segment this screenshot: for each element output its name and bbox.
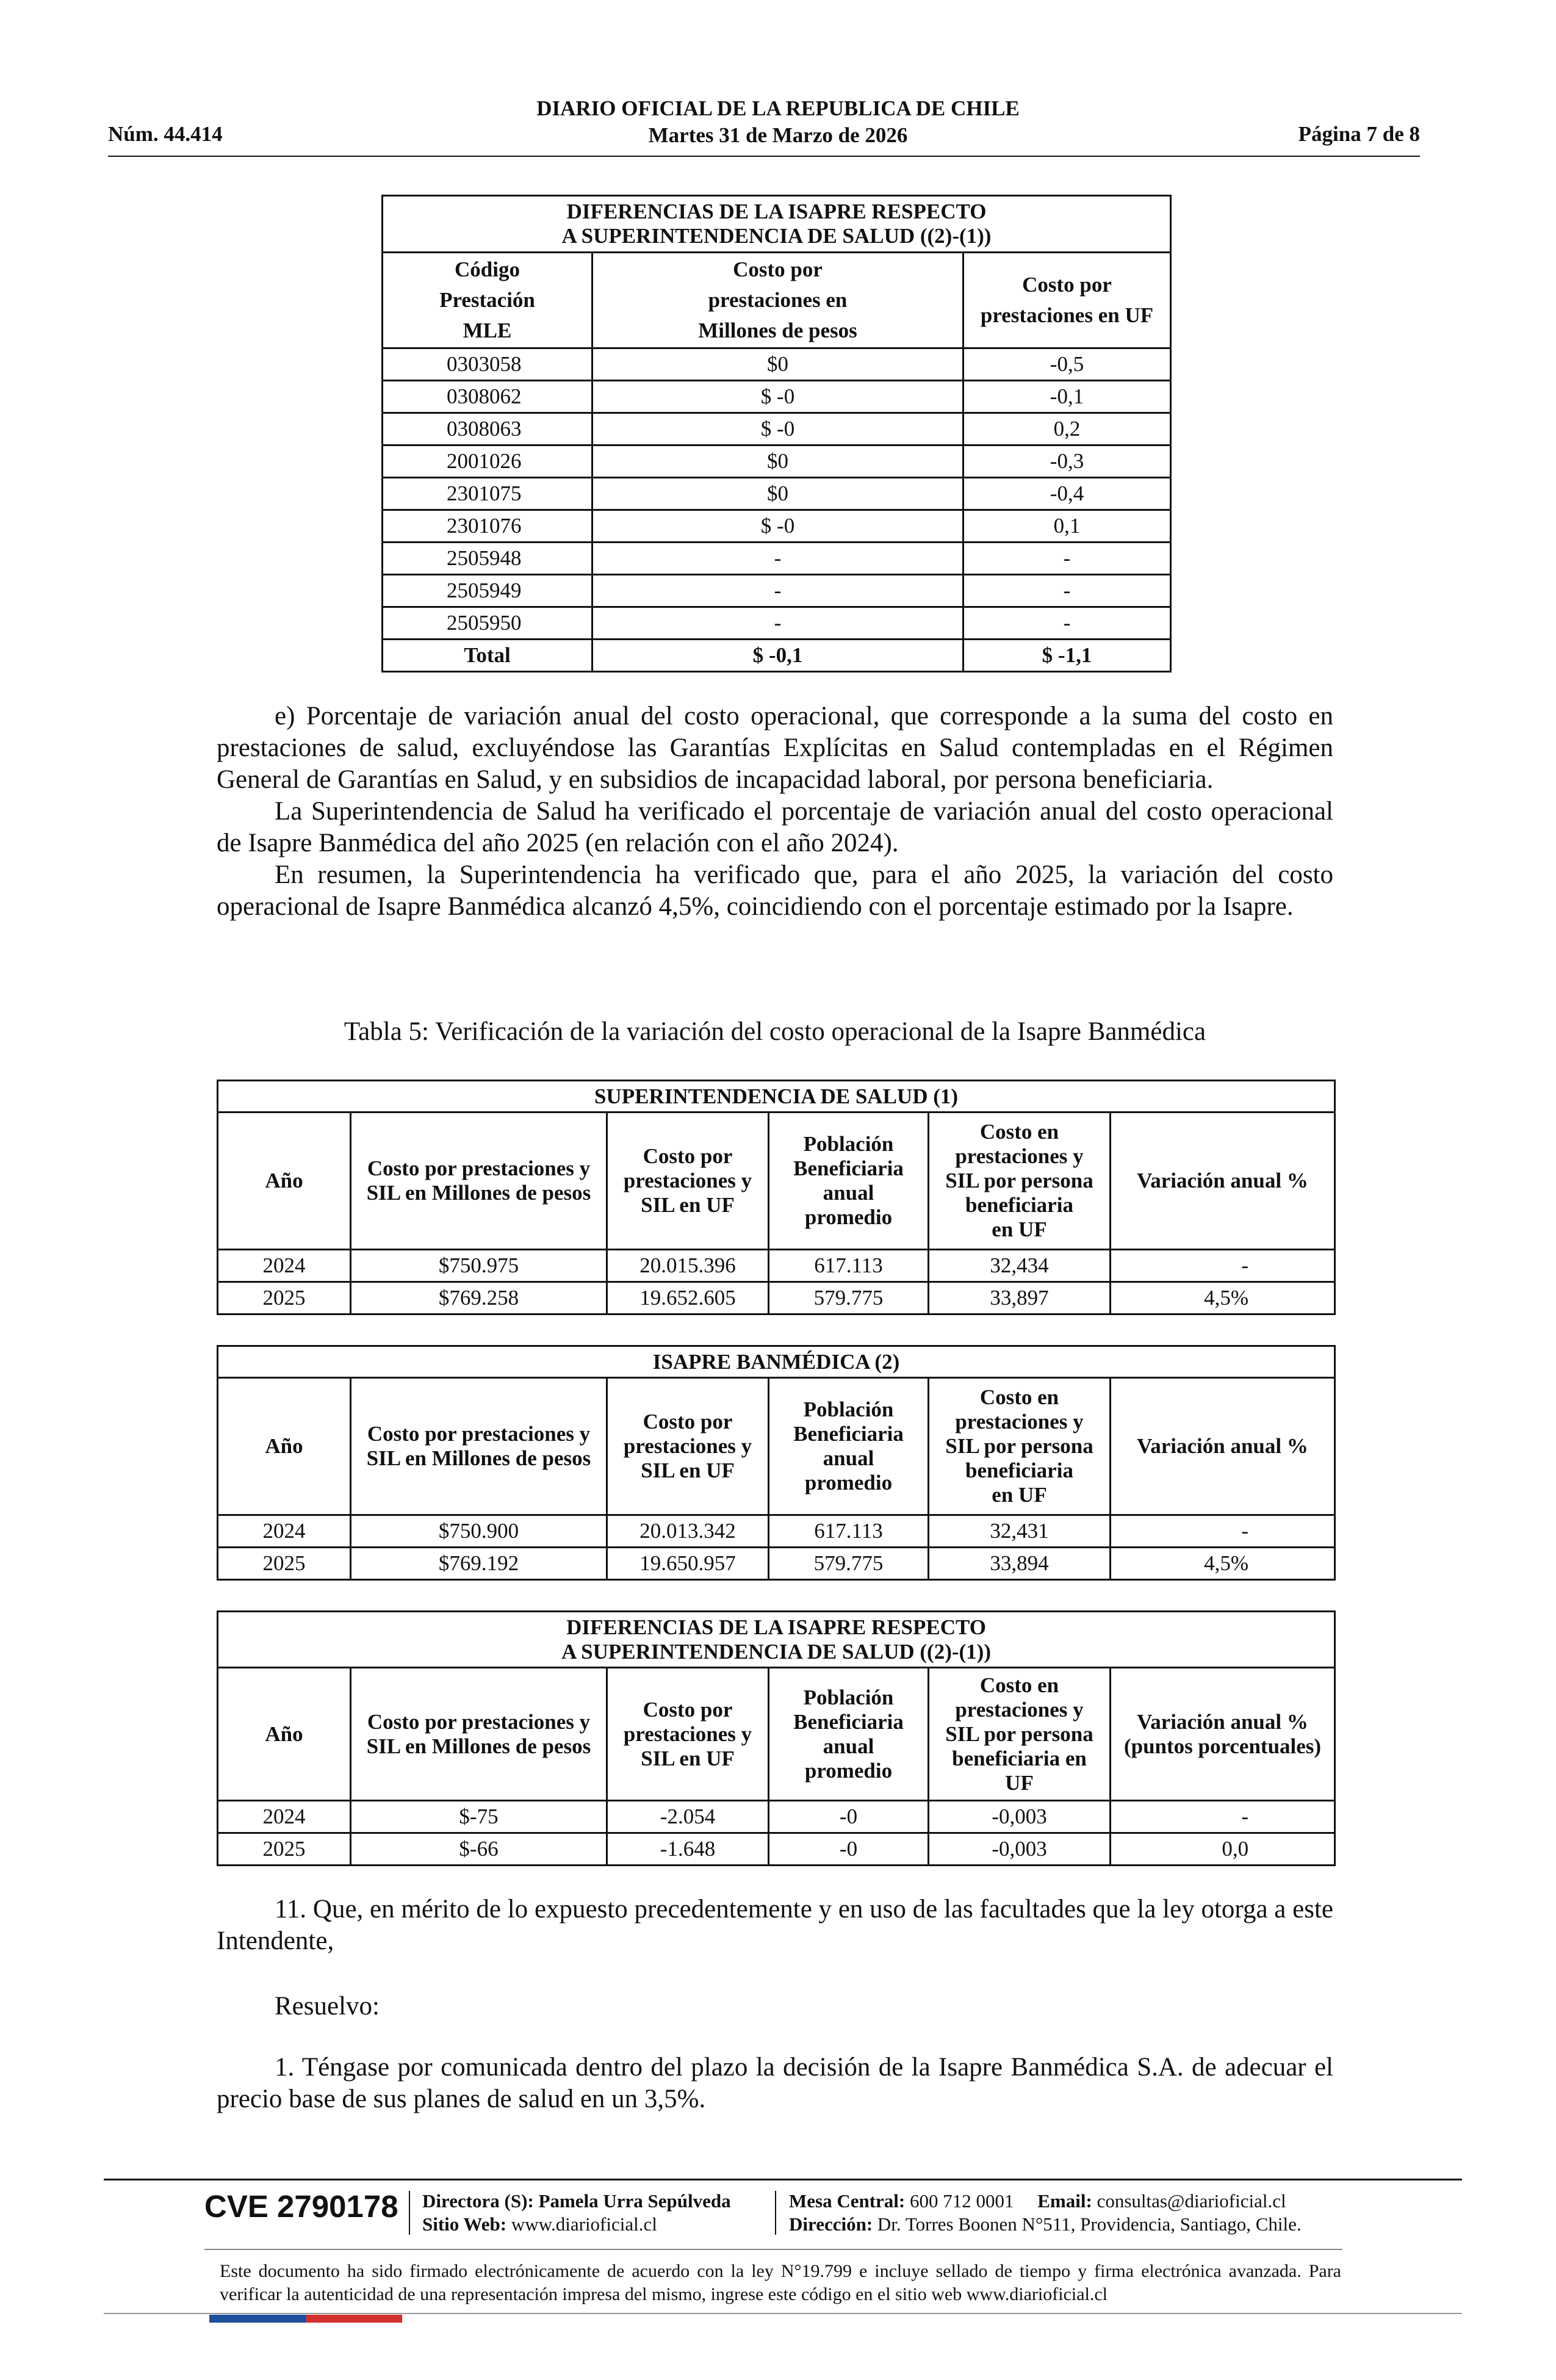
code-cell: 2001026 (383, 445, 593, 478)
population-cell: 617.113 (769, 1250, 929, 1282)
column-header-cost-uf (963, 253, 1171, 348)
header-line: Costo por prestaciones y (367, 1709, 591, 1734)
website-link[interactable]: www.diarioficial.cl (511, 2213, 657, 2235)
table-title: ISAPRE BANMÉDICA (2) (218, 1346, 1335, 1378)
header-line: prestaciones y (623, 1434, 752, 1458)
header-line: SIL en UF (641, 1746, 735, 1770)
column-header-cost-pesos (351, 1668, 607, 1801)
cost-per-beneficiary-cell: 32,434 (929, 1250, 1111, 1282)
year-cell: 2024 (218, 1250, 351, 1282)
table-row (218, 1250, 1335, 1282)
column-header-year (218, 1668, 351, 1801)
director-name: Pamela Urra Sepúlveda (538, 2190, 731, 2212)
header-line: Costo por (643, 1144, 733, 1168)
table-row (383, 413, 1171, 445)
cost-pesos-cell: - (593, 607, 963, 640)
header-line: prestaciones y (955, 1144, 1084, 1168)
table-row (218, 1833, 1335, 1866)
header-line: Variación anual % (1137, 1169, 1308, 1192)
header-line: Costo en (979, 1385, 1059, 1409)
header-line: SIL en UF (641, 1193, 735, 1217)
table-row (383, 575, 1171, 607)
header-line: Variación anual % (1137, 1434, 1308, 1458)
table-title (218, 1612, 1335, 1668)
annual-variation-cell: 0,0 (1111, 1833, 1335, 1866)
cost-pesos-cell: $750.900 (351, 1515, 607, 1548)
header-line: promedio (804, 1205, 893, 1229)
header-line: SIL en Millones de pesos (366, 1181, 591, 1205)
header-line: MLE (463, 319, 512, 342)
header-line: prestaciones en UF (980, 303, 1154, 327)
paragraph: 1. Téngase por comunicada dentro del plazo la decisión de la Isapre Banmédica S.A. de adecuar el precio base de sus planes de salud en un 3,5%. (217, 2053, 1333, 2113)
table-row (218, 1282, 1335, 1314)
header-line: Prestación (439, 288, 535, 312)
cost-uf-cell: - (963, 607, 1171, 640)
cost-pesos-cell: $ -0 (593, 413, 963, 445)
cost-uf-cell: 20.015.396 (607, 1250, 769, 1282)
table-row (383, 607, 1171, 640)
header-line: promedio (804, 1471, 893, 1495)
table-row (383, 478, 1171, 510)
cost-per-beneficiary-cell: -0,003 (929, 1801, 1111, 1833)
table-caption: Tabla 5: Verificación de la variación del costo operacional de la Isapre Banmédica (344, 1017, 1206, 1046)
column-header-population (769, 1378, 929, 1515)
cost-pesos-cell: $769.258 (351, 1282, 607, 1314)
cost-uf-cell: 19.650.957 (607, 1548, 769, 1580)
header-line: Código (455, 258, 520, 281)
year-cell: 2024 (218, 1801, 351, 1833)
table-row (383, 543, 1171, 575)
header-line: anual (823, 1446, 874, 1470)
header-line: promedio (804, 1758, 893, 1783)
issue-date: Martes 31 de Marzo de 2026 (648, 123, 908, 147)
cost-per-beneficiary-cell: 32,431 (929, 1515, 1111, 1548)
newspaper-title: DIARIO OFICIAL DE LA REPUBLICA DE CHILE (536, 96, 1020, 120)
population-cell: -0 (769, 1801, 929, 1833)
code-cell: 0308062 (383, 381, 593, 413)
column-header-year (218, 1112, 351, 1250)
cost-uf-cell: -0,3 (963, 445, 1171, 478)
annual-variation-cell: 4,5% (1111, 1282, 1335, 1314)
director-label: Directora (S): (422, 2190, 534, 2212)
email-link[interactable]: consultas@diarioficial.cl (1097, 2190, 1286, 2212)
cost-per-beneficiary-cell: 33,897 (929, 1282, 1111, 1314)
footer-divider (409, 2191, 410, 2235)
header-line: SIL por persona (945, 1434, 1093, 1458)
cost-pesos-cell: $-75 (351, 1801, 607, 1833)
header-line: Año (265, 1169, 303, 1192)
closing-paragraph-1 (217, 1894, 1333, 1957)
header-line: Costo por prestaciones y (367, 1422, 591, 1446)
header-line: Población (803, 1397, 894, 1421)
table-row (218, 1515, 1335, 1548)
column-header-cost-uf (607, 1112, 769, 1250)
header-line: Costo en (979, 1120, 1059, 1144)
differences-table-mle (381, 195, 1172, 673)
column-header-population (769, 1112, 929, 1250)
cost-uf-cell: -1.648 (607, 1833, 769, 1866)
cost-uf-cell: -0,5 (963, 348, 1171, 381)
footer-rule (104, 2179, 1462, 2180)
column-header-cost-uf (607, 1668, 769, 1801)
cost-uf-cell: -2.054 (607, 1801, 769, 1833)
footer-director-block (422, 2190, 731, 2236)
table-title-line: DIFERENCIAS DE LA ISAPRE RESPECTO (566, 200, 987, 223)
paragraph: Resuelvo: (275, 1992, 380, 2021)
header-line: Costo por (643, 1697, 733, 1722)
column-header-cost-pesos (593, 253, 963, 348)
table-row (383, 348, 1171, 381)
header-line: Beneficiaria (793, 1422, 904, 1446)
footer-divider (775, 2191, 776, 2235)
phone-label: Mesa Central: (789, 2190, 906, 2212)
cost-pesos-cell: - (593, 575, 963, 607)
cost-pesos-cell: $750.975 (351, 1250, 607, 1282)
cost-uf-cell: -0,1 (963, 381, 1171, 413)
column-header-year (218, 1378, 351, 1515)
header-line: Año (265, 1722, 303, 1746)
code-cell: 2505949 (383, 575, 593, 607)
header-line: SIL en Millones de pesos (366, 1734, 591, 1758)
table-row (218, 1548, 1335, 1580)
email-label: Email: (1037, 2190, 1092, 2212)
table-title-line: DIFERENCIAS DE LA ISAPRE RESPECTO (566, 1615, 986, 1639)
table-row (218, 1801, 1335, 1833)
population-cell: -0 (769, 1833, 929, 1866)
table-title: SUPERINTENDENCIA DE SALUD (1) (218, 1081, 1335, 1112)
year-cell: 2025 (218, 1833, 351, 1866)
paragraph: e) Porcentaje de variación anual del costo operacional, que corresponde a la suma del costo en prestaciones de salud, excluyéndose las Garantías Explícitas en Salud contempladas en el Régimen General de Garantías en Salud, y en subsidios de incapacidad laboral, por persona beneficiaria. (217, 702, 1333, 794)
header-line: prestaciones y (623, 1722, 752, 1746)
differences-table (217, 1610, 1336, 1866)
cost-uf-cell: 0,1 (963, 510, 1171, 543)
population-cell: 579.775 (769, 1548, 929, 1580)
website-label: Sitio Web: (422, 2213, 507, 2235)
body-paragraphs (217, 701, 1333, 923)
column-header-cost-per-beneficiary (929, 1668, 1111, 1801)
phone-value: 600 712 0001 (910, 2190, 1014, 2212)
population-cell: 579.775 (769, 1282, 929, 1314)
header-line: prestaciones y (955, 1410, 1084, 1433)
footer-contact-block (789, 2190, 1302, 2236)
year-cell: 2025 (218, 1548, 351, 1580)
table-title-line: A SUPERINTENDENCIA DE SALUD ((2)-(1)) (561, 1639, 991, 1664)
flag-bar-blue (209, 2315, 306, 2323)
header-line: (puntos porcentuales) (1123, 1734, 1322, 1758)
header-line: SIL por persona (945, 1169, 1093, 1192)
cost-uf-cell: 0,2 (963, 413, 1171, 445)
signature-note: Este documento ha sido firmado electrónicamente de acuerdo con la ley N°19.799 e incluye sellado de tiempo y firma electrónica avanzada. Para verificar la autenticidad de una representación impresa del mismo, ingrese este código en el sitio web www.diarioficial.cl (220, 2261, 1341, 2304)
total-cost-pesos: $ -0,1 (593, 640, 963, 672)
header-line: Población (803, 1132, 894, 1156)
header-line: Costo por prestaciones y (367, 1156, 591, 1180)
total-label: Total (383, 640, 593, 672)
header-line: SIL en Millones de pesos (366, 1446, 591, 1470)
header-line: Beneficiaria (793, 1156, 904, 1180)
paragraph: 11. Que, en mérito de lo expuesto precedentemente y en uso de las facultades que la ley otorga a este Intendente, (217, 1895, 1333, 1955)
paragraph: La Superintendencia de Salud ha verificado el porcentaje de variación anual del costo operacional de Isapre Banmédica del año 2025 (en relación con el año 2024). (217, 797, 1333, 857)
annual-variation-cell: 4,5% (1111, 1548, 1335, 1580)
cost-uf-cell: -0,4 (963, 478, 1171, 510)
code-cell: 2301076 (383, 510, 593, 543)
header-line: Costo por (733, 258, 823, 281)
header-line: prestaciones y (623, 1169, 752, 1192)
header-line: en UF (992, 1483, 1047, 1507)
header-rule (108, 156, 1420, 157)
code-cell: 0308063 (383, 413, 593, 445)
column-header-code (383, 253, 593, 348)
column-header-annual-variation (1111, 1378, 1335, 1515)
cost-per-beneficiary-cell: 33,894 (929, 1548, 1111, 1580)
address-label: Dirección: (789, 2213, 873, 2235)
table-title-line: A SUPERINTENDENCIA DE SALUD ((2)-(1)) (561, 224, 992, 248)
table-row (383, 445, 1171, 478)
header-line: UF (1005, 1770, 1034, 1795)
header-line: SIL en UF (641, 1459, 735, 1482)
column-header-cost-per-beneficiary (929, 1112, 1111, 1250)
cost-pesos-cell: $ -0 (593, 381, 963, 413)
footer-thin-rule (204, 2249, 1342, 2250)
table-row (383, 510, 1171, 543)
closing-paragraph-2 (217, 2052, 1333, 2115)
header-line: Año (265, 1434, 303, 1458)
population-cell: 617.113 (769, 1515, 929, 1548)
header-line: anual (823, 1181, 874, 1205)
column-header-cost-per-beneficiary (929, 1378, 1111, 1515)
cost-pesos-cell: $0 (593, 445, 963, 478)
header-line: beneficiaria en (952, 1746, 1087, 1770)
code-cell: 2505948 (383, 543, 593, 575)
annual-variation-cell: - (1111, 1801, 1335, 1833)
paragraph: En resumen, la Superintendencia ha verificado que, para el año 2025, la variación del costo operacional de Isapre Banmédica alcanzó 4,5%, coincidiendo con el porcentaje estimado por la Isapre. (217, 860, 1333, 921)
superintendencia-table (217, 1080, 1336, 1315)
header-line: Costo por (643, 1410, 733, 1433)
header-line: en UF (992, 1217, 1047, 1241)
code-cell: 0303058 (383, 348, 593, 381)
bottom-rule (104, 2313, 1462, 2314)
column-header-cost-uf (607, 1378, 769, 1515)
cost-pesos-cell: $769.192 (351, 1548, 607, 1580)
header-line: Costo por (1022, 273, 1112, 297)
header-line: Variación anual % (1137, 1709, 1308, 1734)
table-title (383, 196, 1171, 253)
code-cell: 2505950 (383, 607, 593, 640)
header-line: Beneficiaria (793, 1709, 904, 1734)
table-row (383, 381, 1171, 413)
annual-variation-cell: - (1111, 1515, 1335, 1548)
column-header-annual-variation (1111, 1668, 1335, 1801)
year-cell: 2024 (218, 1515, 351, 1548)
header-line: prestaciones y (955, 1697, 1084, 1722)
cost-uf-cell: - (963, 575, 1171, 607)
cost-pesos-cell: $ -0 (593, 510, 963, 543)
year-cell: 2025 (218, 1282, 351, 1314)
header-line: Costo en (979, 1673, 1059, 1697)
header-line: Población (803, 1685, 894, 1709)
header-line: beneficiaria (965, 1459, 1073, 1482)
cost-pesos-cell: $0 (593, 478, 963, 510)
cost-pesos-cell: - (593, 543, 963, 575)
isapre-table (217, 1345, 1336, 1581)
column-header-cost-pesos (351, 1112, 607, 1250)
issue-number: Núm. 44.414 (108, 122, 223, 146)
header-line: prestaciones en (708, 288, 848, 312)
column-header-population (769, 1668, 929, 1801)
header-line: anual (823, 1734, 874, 1758)
cost-uf-cell: - (963, 543, 1171, 575)
code-cell: 2301075 (383, 478, 593, 510)
cost-uf-cell: 19.652.605 (607, 1282, 769, 1314)
column-header-cost-pesos (351, 1378, 607, 1515)
header-line: Millones de pesos (698, 319, 857, 342)
column-header-annual-variation (1111, 1112, 1335, 1250)
cve-code: CVE 2790178 (204, 2189, 398, 2224)
cost-pesos-cell: $-66 (351, 1833, 607, 1866)
cost-per-beneficiary-cell: -0,003 (929, 1833, 1111, 1866)
cost-pesos-cell: $0 (593, 348, 963, 381)
header-line: beneficiaria (965, 1193, 1073, 1217)
closing-resolve (217, 1991, 1333, 2022)
annual-variation-cell: - (1111, 1250, 1335, 1282)
address-value: Dr. Torres Boonen N°511, Providencia, Santiago, Chile. (877, 2213, 1302, 2235)
header-line: SIL por persona (945, 1722, 1093, 1746)
cost-uf-cell: 20.013.342 (607, 1515, 769, 1548)
page-number: Página 7 de 8 (1298, 122, 1420, 146)
total-cost-uf: $ -1,1 (963, 640, 1171, 672)
flag-bar-red (306, 2315, 402, 2323)
